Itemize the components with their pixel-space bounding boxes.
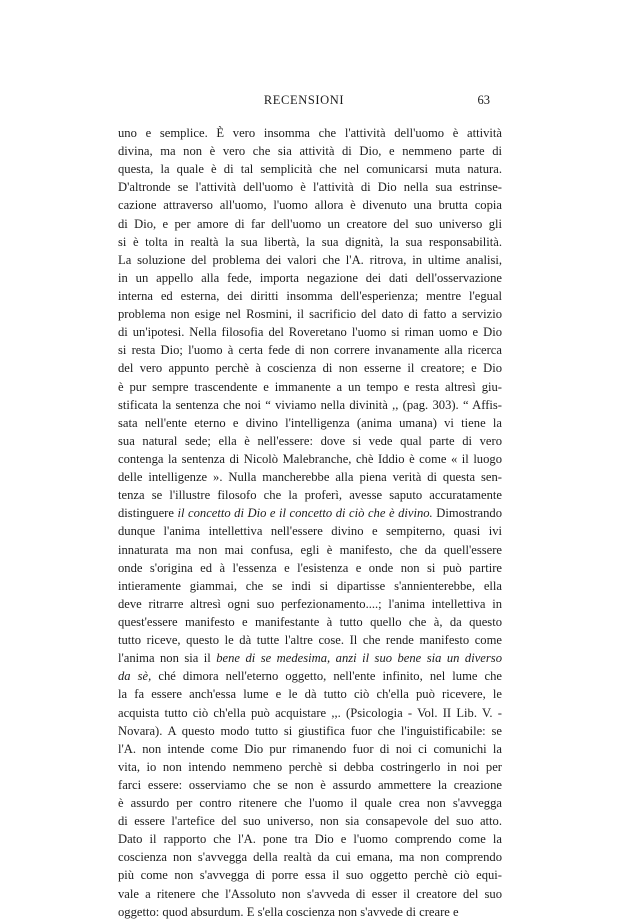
text-line: in un appello alla fede, importa negazione dei dati dell'osservazione [118,270,502,285]
text-line: Novara). A questo modo tutto si giustifica fuor che l'inguistificabile: se [118,723,502,738]
text-line: sua natural sede; ella è nell'essere: dove si vede qual parte di vero [118,433,502,448]
text-line: la fa essere anch'essa lume e le dà tutto ciò ch'ella può ricevere, le [118,687,502,702]
text-line: onde s'origina ed à l'essenza e l'esistenza e onde non si può partire [118,560,502,575]
text-line: vale a ritenere che l'Assoluto non s'avveda di esser il creatore del suo [118,886,502,901]
text-line: di un'ipotesi. Nella filosofia del Roveretano l'uomo si riman uomo e Dio [118,325,502,340]
text-line: Dato il rapporto che l'A. pone tra Dio e l'uomo comprendo come la [118,832,502,847]
text-line: farci essere: osserviamo che se non è assurdo ammettere la creazione [118,777,502,792]
text-line: da sè, ché dimora nell'eterno oggetto, nell'ente infinito, nel lume che [118,669,502,684]
text-line: D'altronde se l'attività dell'uomo è l'attività di Dio nella sua estrinse- [118,180,502,195]
text-line: distinguere il concetto di Dio e il concetto di ciò che è divino. Dimostrando [118,506,502,521]
text-line: acquista tutto ciò ch'ella può acquistare ,,. (Psicologia - Vol. II Lib. V. - [118,705,502,720]
text-line: di essere l'artefice del suo universo, non sia consapevole del suo atto. [118,814,502,829]
text-line: l'A. non intende come Dio pur rimanendo fuor di noi ci comunichi la [118,741,502,756]
text-line: sata nell'ente eterno e divino l'intelligenza (anima umana) vi tiene la [118,415,502,430]
text-line: tutto riceve, questo le dà tutte l'altre cose. Il che rende manifesto come [118,633,502,648]
text-line: di Dio, e per amore di far dell'uomo un creatore del suo universo gli [118,216,502,231]
text-line: tenza se l'illustre filosofo che la proferì, avesse saputo accuratamente [118,488,502,503]
text-line: è assurdo per contro ritenere che l'uomo il quale crea non s'avvegga [118,796,502,811]
body-text [118,124,502,921]
text-line: uno e semplice. È vero insomma che l'attività dell'uomo è attività [118,126,502,140]
text-line: cazione attraverso all'uomo, l'uomo allora è divenuto una brutta copia [118,198,502,213]
running-title: RECENSIONI [263,93,345,107]
text-line: innaturata ma non mai confusa, egli è manifesto, che da quell'essere [118,542,502,557]
running-header [118,93,490,111]
text-line: questa, la quale è di tal semplicità che nel comunicarsi muta natura. [118,162,502,177]
text-line: intieramente giammai, che se indi si dipartisse s'annienterebbe, ella [118,578,502,593]
text-line: quest'essere manifesto e manifestante à tutto quello che à, da questo [118,614,502,629]
text-line: l'anima non sia il bene di se medesima, anzi il suo bene sia un diverso [118,651,502,666]
text-line: La soluzione del problema dei valori che l'A. ritrova, in ultime analisi, [118,252,502,267]
text-line: si resta Dio; l'uomo à certa fede di non correre invanamente alla ricerca [118,343,502,358]
text-line: coscienza non s'avvegga della realtà da cui emana, ma non comprendo [118,850,502,865]
text-line: vita, io non intendo nemmeno perchè si debba costringerlo in noi per [118,759,502,774]
text-line: deve ritrarre altresì ogni suo perfezionamento....; l'anima intellettiva in [118,596,502,611]
text-line: dunque l'anima intellettiva nell'essere divino e sempiterno, quasi ivi [118,524,502,539]
text-line: si è tolta in realtà la sua libertà, la sua dignità, la sua responsabilità. [118,234,502,249]
text-line: contenga la sentenza di Nicolò Malebranche, chè Iddio è come « il luogo [118,451,502,466]
text-line: delle intelligenze ». Nulla mancherebbe alla piena verità di questa sen- [118,470,502,485]
text-line: stificata la sentenza che noi “ viviamo nella divinità ,, (pag. 303). “ Affis- [118,397,502,412]
text-line: del vero appunto perchè à coscienza di non esserne il creatore; e Dio [118,361,502,376]
text-line: più come non s'avvegga di porre essa il suo oggetto perchè ciò equi- [118,868,502,883]
text-line: divina, ma non è vero che sia attività di Dio, e nemmeno parte di [118,144,502,159]
text-line: problema non esige nel Rosmini, il sacrificio del dato di fatto a servizio [118,307,502,322]
text-line: è pur sempre trascendente e immanente a un tempo e resta altresì giu- [118,379,502,394]
page-number: 63 [477,93,490,107]
text-line: oggetto: quod absurdum. E s'ella coscienza non s'avvede di creare e [118,904,459,919]
text-line: interna ed esterna, dei diritti insomma dell'esperienza; mentre l'egual [118,288,502,303]
